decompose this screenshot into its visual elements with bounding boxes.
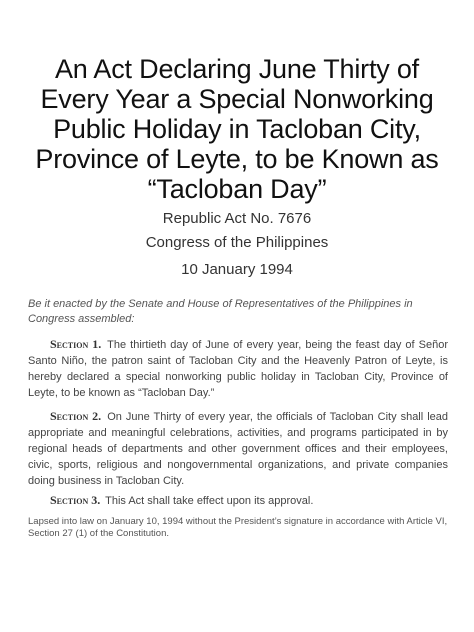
lapse-note: Lapsed into law on January 10, 1994 without the President’s signature in accordance with Article VI, Section 27 (1) of the Constitution. [28, 516, 448, 539]
section-1-text: The thirtieth day of June of every year, being the feast day of Señor Santo Niño, the patron saint of Tacloban City and the Heavenly Patron of Leyte, is hereby declared a special nonworking public holiday in Tacloban City, Province of Leyte, to be known as “Tacloban Day.” [28, 339, 448, 399]
section-2-label: Section 2. [50, 409, 102, 423]
section-2-text: On June Thirty of every year, the officials of Tacloban City shall lead appropriate and meaningful celebrations, activities, and programs participated in by regional heads of departments and other government offices and their employees, civic, sports, religious and nongovernmental organizations, and private companies doing business in Tacloban City. [28, 411, 448, 487]
section-1-label: Section 1. [50, 337, 102, 351]
section-3-label: Section 3. [50, 493, 101, 507]
section-3-text: This Act shall take effect upon its approval. [105, 495, 314, 507]
enactment-date: 10 January 1994 [181, 261, 293, 278]
section-1 [28, 336, 448, 401]
republic-act-number: Republic Act No. 7676 [162, 210, 312, 227]
document-title: An Act Declaring June Thirty of Every Year a Special Nonworking Public Holiday in Tacloban City, Province of Leyte, to be Known as “Tacloban Day” [35, 54, 439, 204]
section-2 [28, 408, 448, 489]
congress-name: Congress of the Philippines [145, 234, 329, 251]
section-3 [28, 492, 448, 509]
enacting-clause: Be it enacted by the Senate and House of Representatives of the Philippines in Congress assembled: [28, 298, 413, 325]
